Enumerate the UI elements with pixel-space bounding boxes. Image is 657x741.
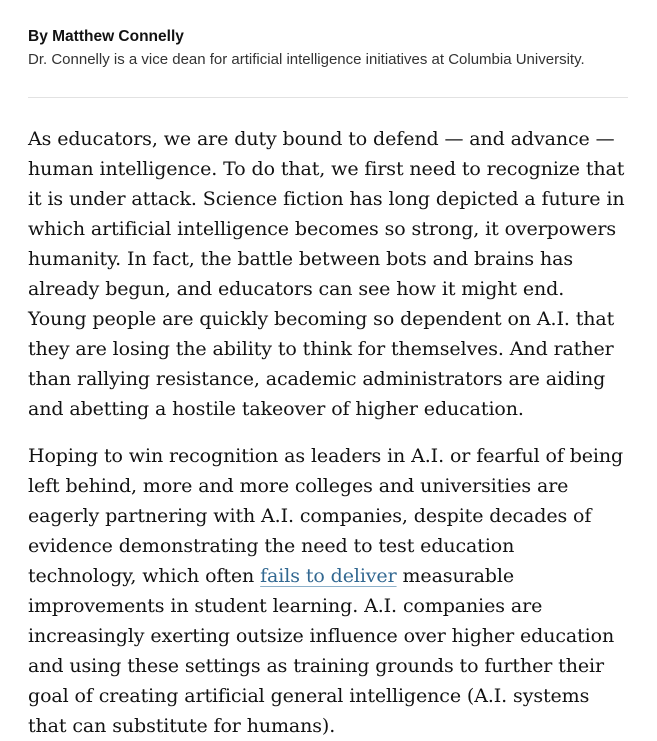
article-body [28,124,628,741]
paragraph-2-text-after-link: measurable improvements in student learning. A.I. companies are increasingly exerting outsize influence over higher education and using these settings as training grounds to further their goal of creating artificial general intelligence (A.I. systems that can substitute for humans). [28,565,615,737]
byline-author: By Matthew Connelly [28,28,184,45]
paragraph-2 [28,441,628,741]
paragraph-2-text-before-link: Hoping to win recognition as leaders in A.I. or fearful of being left behind, more and more colleges and universities are eagerly partnering with A.I. companies, despite decades of evidence demonstrating the need to test education technology, which often [28,445,624,587]
byline-block [28,27,628,70]
fails-to-deliver-link[interactable]: fails to deliver [260,565,397,587]
section-divider [28,97,628,98]
paragraph-1: As educators, we are duty bound to defend — and advance — human intelligence. To do that, we first need to recognize that it is under attack. Science fiction has long depicted a future in which artificial intelligence becomes so strong, it overpowers humanity. In fact, the battle between bots and brains has already begun, and educators can see how it might end. Young people are quickly becoming so dependent on A.I. that they are losing the ability to think for themselves. And rather than rallying resistance, academic administrators are aiding and abetting a hostile takeover of higher education. [28,128,625,420]
byline-bio: Dr. Connelly is a vice dean for artificial intelligence initiatives at Columbia University. [28,51,585,68]
